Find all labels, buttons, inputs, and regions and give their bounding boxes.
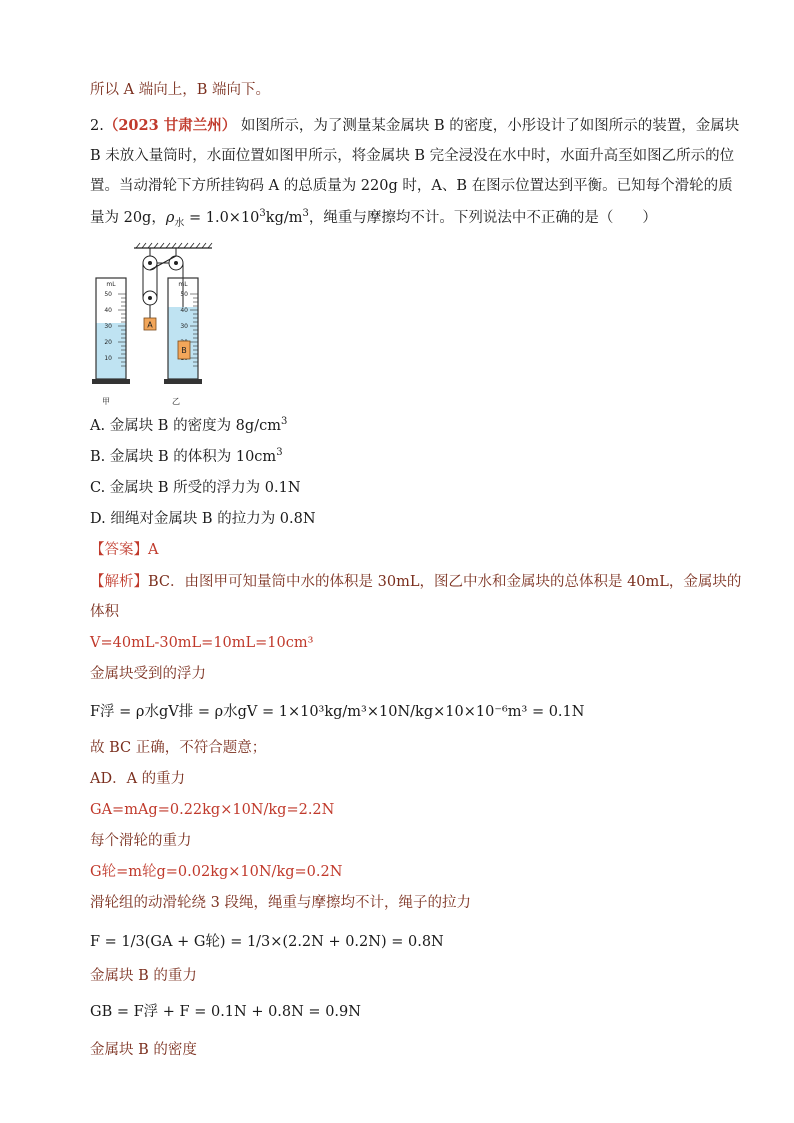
analysis-line-1 bbox=[90, 572, 741, 592]
question-source: （2023 甘肃兰州） bbox=[103, 117, 237, 134]
question-text-1: 如图所示，为了测量某金属块 B 的密度，小彤设计了如图所示的装置，金属块 bbox=[240, 118, 740, 134]
gp-equation bbox=[90, 862, 342, 882]
gp-eq-text: G轮=m轮g=0.02kg×10N/kg=0.2N bbox=[90, 864, 343, 880]
block-b-label: B bbox=[181, 346, 187, 355]
analysis-label: 【解析】 bbox=[90, 574, 148, 590]
block-b bbox=[178, 341, 190, 359]
tick-label: 30 bbox=[180, 323, 188, 330]
question-text-4b: ，绳重与摩擦均不计。下列说法中不正确的是（ ） bbox=[308, 210, 657, 226]
volume-equation bbox=[90, 633, 313, 653]
question-text-4a: 量为 20g， bbox=[90, 210, 166, 226]
tick-label: 50 bbox=[104, 291, 112, 298]
rho-exponent: 3 bbox=[259, 208, 266, 220]
pulley-title-text: 每个滑轮的重力 bbox=[90, 833, 192, 849]
question-text-3: 置。当动滑轮下方所挂钩码 A 的总质量为 220g 时，A、B 在图示位置达到平衡。已知每个滑轮的质 bbox=[90, 178, 733, 194]
tick-label: 50 bbox=[180, 291, 188, 298]
intro-text: 所以 A 端向上，B 端向下。 bbox=[90, 82, 270, 98]
analysis-line-2 bbox=[90, 602, 119, 622]
rope-text-content: 滑轮组的动滑轮绕 3 段绳，绳重与摩擦均不计，绳子的拉力 bbox=[90, 895, 471, 911]
ceiling bbox=[134, 243, 212, 248]
volume-eq-text: V=40mL-30mL=10mL=10cm³ bbox=[90, 635, 314, 651]
rho-subscript: 水 bbox=[174, 217, 185, 229]
caption-right: 乙 bbox=[172, 397, 180, 406]
question-number: 2. bbox=[90, 118, 104, 134]
answer-value: A bbox=[148, 542, 159, 558]
intro-line bbox=[90, 80, 270, 100]
buoyancy-title bbox=[90, 664, 206, 684]
option-b bbox=[90, 447, 283, 467]
question-line-1 bbox=[90, 116, 739, 136]
tick-label: 40 bbox=[180, 307, 188, 314]
tick-label: 40 bbox=[104, 307, 112, 314]
analysis-text-2: 体积 bbox=[90, 604, 119, 620]
gb-title-text: 金属块 B 的重力 bbox=[90, 968, 197, 984]
analysis-text-1: BC．由图甲可知量筒中水的体积是 30mL，图乙中水和金属块的总体积是 40mL，金属块的 bbox=[148, 574, 742, 590]
rho-symbol: ρ bbox=[165, 210, 175, 226]
cylinder-left bbox=[92, 278, 130, 384]
buoyancy-eq-text: F浮 = ρ水gV排 = ρ水gV = 1×10³kg/m³×10N/kg×10×10⁻⁶m³ = 0.1N bbox=[90, 704, 585, 720]
question-line-4 bbox=[90, 208, 657, 228]
ad-title-text: AD．A 的重力 bbox=[90, 771, 186, 787]
bc-conclusion-text: 故 BC 正确，不符合题意； bbox=[90, 740, 267, 756]
question-line-3 bbox=[90, 176, 733, 196]
force-equation bbox=[90, 930, 444, 951]
rho-unit-exponent: 3 bbox=[302, 208, 309, 220]
option-sup: 3 bbox=[280, 416, 288, 428]
tick-label: 10 bbox=[104, 355, 112, 362]
rho-unit: kg/m bbox=[265, 210, 303, 226]
ga-eq-text: GA=mAg=0.22kg×10N/kg=2.2N bbox=[90, 802, 335, 818]
option-text: 细绳对金属块 B 的拉力为 0.8N bbox=[110, 511, 316, 527]
answer-line bbox=[90, 540, 158, 560]
cyl-left-unit: mL bbox=[106, 281, 116, 288]
buoyancy-equation bbox=[90, 700, 584, 721]
bc-conclusion bbox=[90, 738, 266, 758]
option-d bbox=[90, 509, 316, 529]
option-text: 金属块 B 的密度为 8g/cm bbox=[109, 418, 281, 434]
density-title-text: 金属块 B 的密度 bbox=[90, 1042, 197, 1058]
fixed-pulleys bbox=[143, 248, 183, 270]
option-text: 金属块 B 的体积为 10cm bbox=[109, 449, 277, 465]
buoyancy-title-text: 金属块受到的浮力 bbox=[90, 666, 206, 682]
cyl-right-unit: mL bbox=[178, 281, 188, 288]
caption-left: 甲 bbox=[102, 397, 110, 406]
gb-equation bbox=[90, 1000, 361, 1021]
option-sup: 3 bbox=[276, 447, 283, 459]
tick-label: 20 bbox=[104, 339, 112, 346]
option-letter: C. bbox=[90, 480, 106, 496]
pulley-title bbox=[90, 831, 192, 851]
block-a-label: A bbox=[147, 320, 153, 330]
option-letter: A. bbox=[90, 418, 106, 434]
block-a bbox=[144, 318, 156, 330]
density-title bbox=[90, 1040, 197, 1060]
option-letter: B. bbox=[90, 449, 106, 465]
ad-title bbox=[90, 769, 185, 789]
tick-label: 30 bbox=[104, 323, 112, 330]
apparatus-figure bbox=[88, 238, 228, 408]
option-letter: D. bbox=[90, 511, 106, 527]
question-text-2: B 未放入量筒时，水面位置如图甲所示，将金属块 B 完全浸没在水中时，水面升高至如图乙所示的位 bbox=[90, 148, 735, 164]
option-a bbox=[90, 416, 287, 436]
option-text: 金属块 B 所受的浮力为 0.1N bbox=[109, 480, 301, 496]
answer-label: 【答案】 bbox=[90, 542, 148, 558]
force-eq-text: F = 1/3(GA + G轮) = 1/3×(2.2N + 0.2N) = 0.8N bbox=[90, 934, 444, 950]
question-line-2 bbox=[90, 146, 734, 166]
cylinder-right bbox=[164, 278, 202, 384]
gb-title bbox=[90, 966, 197, 986]
movable-pulley bbox=[143, 291, 157, 318]
rope-text bbox=[90, 893, 471, 913]
rho-value: = 1.0×10 bbox=[184, 210, 260, 226]
gb-eq-text: GB = F浮 + F = 0.1N + 0.8N = 0.9N bbox=[90, 1004, 361, 1020]
ga-equation bbox=[90, 800, 334, 820]
option-c bbox=[90, 478, 301, 498]
